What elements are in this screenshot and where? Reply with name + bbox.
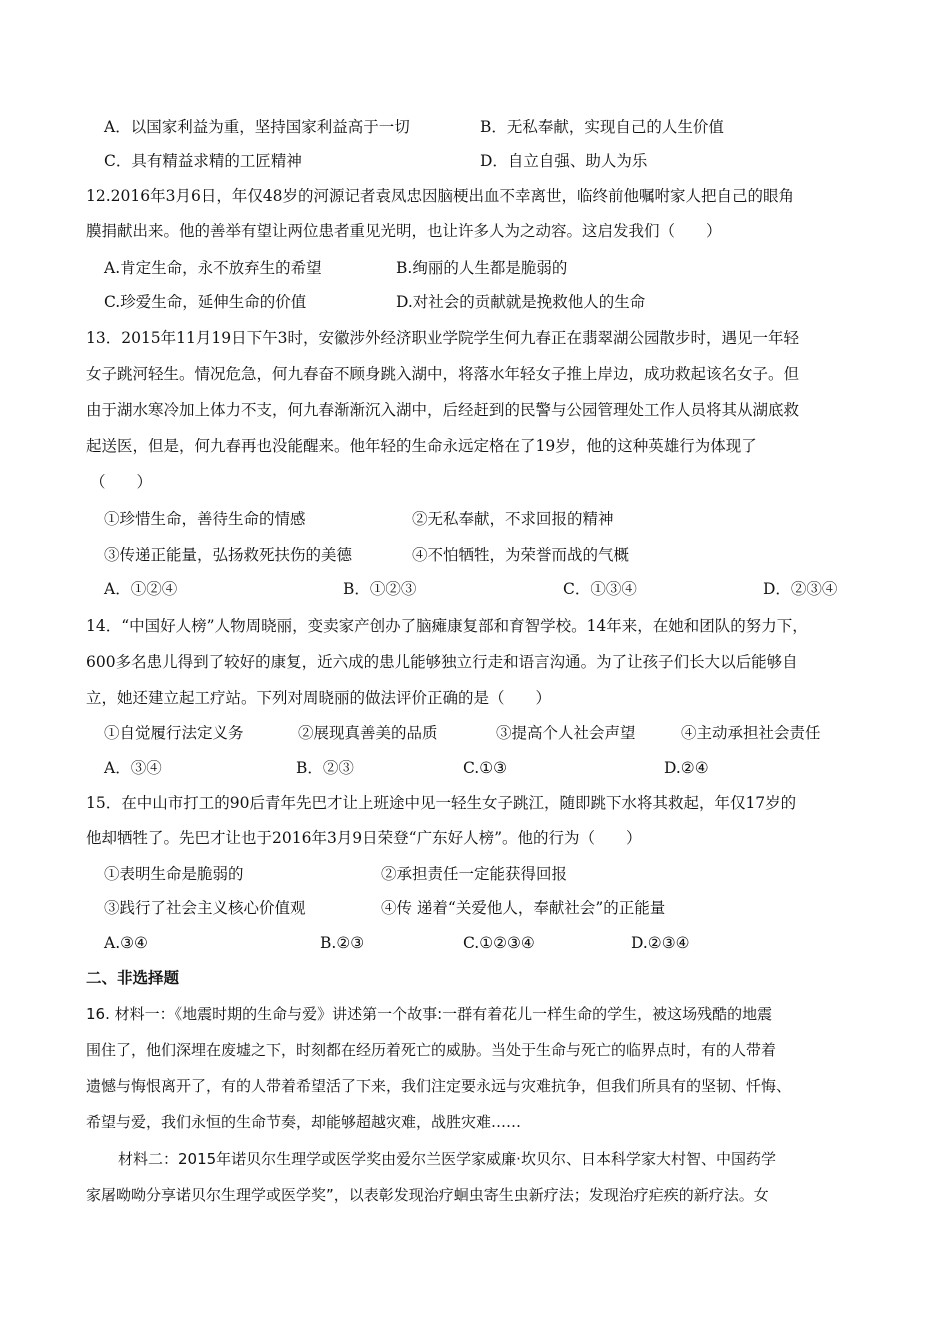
q16-material1-line4: 希望与爱，我们永恒的生命节奏，却能够超越灾难，战胜灾难…… bbox=[86, 1113, 522, 1131]
q15-option-d: D.②③④ bbox=[631, 934, 690, 952]
q14-stem-line2: 600多名患儿得到了较好的康复，近六成的患儿能够独立行走和语言沟通。为了让孩子们长大以后能够自 bbox=[86, 653, 798, 671]
q16-material2-line1: 材料二：2015年诺贝尔生理学或医学奖由爱尔兰医学家威廉·坎贝尔、日本科学家大村智、中国药学 bbox=[118, 1150, 776, 1168]
q13-stem-line5: （ ） bbox=[90, 473, 153, 491]
q14-statement-4: ④主动承担社会责任 bbox=[681, 724, 821, 742]
q13-option-b: B．①②③ bbox=[343, 580, 417, 598]
q12-option-a: A.肯定生命，永不放弃生的希望 bbox=[104, 259, 322, 277]
q11-option-c: C．具有精益求精的工匠精神 bbox=[104, 152, 302, 170]
q15-option-b: B.②③ bbox=[320, 934, 365, 952]
q12-stem-line1: 12.2016年3月6日，年仅48岁的河源记者袁凤忠因脑梗出血不幸离世，临终前他嘱咐家人把自己的眼角 bbox=[86, 187, 795, 205]
q15-statement-3: ③践行了社会主义核心价值观 bbox=[104, 899, 306, 917]
q14-option-d: D.②④ bbox=[664, 759, 709, 777]
q13-option-c: C．①③④ bbox=[563, 580, 637, 598]
q15-statement-2: ②承担责任一定能获得回报 bbox=[381, 865, 568, 883]
q16-material2-line2: 家屠呦呦分享诺贝尔生理学或医学奖”，以表彰发现治疗蛔虫寄生虫新疗法；发现治疗疟疾的新疗法。女 bbox=[86, 1186, 769, 1204]
q13-statement-2: ②无私奉献，不求回报的精神 bbox=[412, 510, 614, 528]
q13-stem-line2: 女子跳河轻生。情况危急，何九春奋不顾身跳入湖中，将落水年轻女子推上岸边，成功救起该名女子。但 bbox=[86, 365, 800, 383]
q13-stem-line4: 起送医，但是，何九春再也没能醒来。他年轻的生命永远定格在了19岁，他的这种英雄行为体现了 bbox=[86, 437, 757, 455]
q15-option-c: C.①②③④ bbox=[463, 934, 535, 952]
q13-statement-1: ①珍惜生命，善待生命的情感 bbox=[104, 510, 306, 528]
q14-statement-2: ②展现真善美的品质 bbox=[298, 724, 438, 742]
q15-stem-line1: 15．在中山市打工的90后青年先巴才让上班途中见一轻生女子跳江，随即跳下水将其救起，年仅17岁的 bbox=[86, 794, 797, 812]
q15-statement-4: ④传 递着“关爱他人，奉献社会”的正能量 bbox=[381, 899, 666, 917]
q15-stem-line2: 他却牺牲了。先巴才让也于2016年3月9日荣登“广东好人榜”。他的行为（ ） bbox=[86, 829, 642, 847]
q11-option-b: B．无私奉献，实现自己的人生价值 bbox=[480, 118, 724, 136]
q12-option-b: B.绚丽的人生都是脆弱的 bbox=[396, 259, 568, 277]
q11-option-a: A．以国家利益为重，坚持国家利益高于一切 bbox=[104, 118, 410, 136]
q14-stem-line3: 立，她还建立起工疗站。下列对周晓丽的做法评价正确的是（ ） bbox=[86, 689, 552, 707]
q14-stem-line1: 14．“中国好人榜”人物周晓丽，变卖家产创办了脑瘫康复部和育智学校。14年来，在她和团队的努力下， bbox=[86, 617, 808, 635]
q14-statement-1: ①自觉履行法定义务 bbox=[104, 724, 244, 742]
q12-option-d: D.对社会的贡献就是挽救他人的生命 bbox=[396, 293, 646, 311]
q15-option-a: A.③④ bbox=[104, 934, 148, 952]
q12-option-c: C.珍爱生命，延伸生命的价值 bbox=[104, 293, 307, 311]
q11-option-d: D．自立自强、助人为乐 bbox=[480, 152, 648, 170]
q16-material1-line2: 围住了，他们深埋在废墟之下，时刻都在经历着死亡的威胁。当处于生命与死亡的临界点时，有的人带着 bbox=[86, 1041, 777, 1059]
q14-option-a: A．③④ bbox=[104, 759, 162, 777]
q13-statement-4: ④不怕牺牲，为荣誉而战的气概 bbox=[412, 546, 630, 564]
q13-option-a: A．①②④ bbox=[104, 580, 178, 598]
q12-stem-line2: 膜捐献出来。他的善举有望让两位患者重见光明，也让许多人为之动容。这启发我们（ ） bbox=[86, 222, 722, 240]
q13-statement-3: ③传递正能量，弘扬救死扶伤的美德 bbox=[104, 546, 353, 564]
q13-option-d: D．②③④ bbox=[763, 580, 838, 598]
q16-material1-line3: 遗憾与悔恨离开了，有的人带着希望活了下来，我们注定要永远与灾难抗争，但我们所具有的坚韧、忏悔、 bbox=[86, 1077, 792, 1095]
q15-statement-1: ①表明生命是脆弱的 bbox=[104, 865, 244, 883]
q14-option-b: B．②③ bbox=[296, 759, 354, 777]
section-title: 二、非选择题 bbox=[86, 968, 180, 987]
q13-stem-line1: 13．2015年11月19日下午3时，安徽涉外经济职业学院学生何九春正在翡翠湖公园散步时，遇见一年轻 bbox=[86, 329, 799, 347]
q13-stem-line3: 由于湖水寒冷加上体力不支，何九春渐渐沉入湖中，后经赶到的民警与公园管理处工作人员将其从湖底救 bbox=[86, 401, 800, 419]
q14-statement-3: ③提高个人社会声望 bbox=[496, 724, 636, 742]
q16-material1-line1: 16. 材料一：《地震时期的生命与爱》讲述第一个故事:一群有着花儿一样生命的学生，被这场残酷的地震 bbox=[86, 1005, 773, 1023]
q14-option-c: C.①③ bbox=[463, 759, 508, 777]
